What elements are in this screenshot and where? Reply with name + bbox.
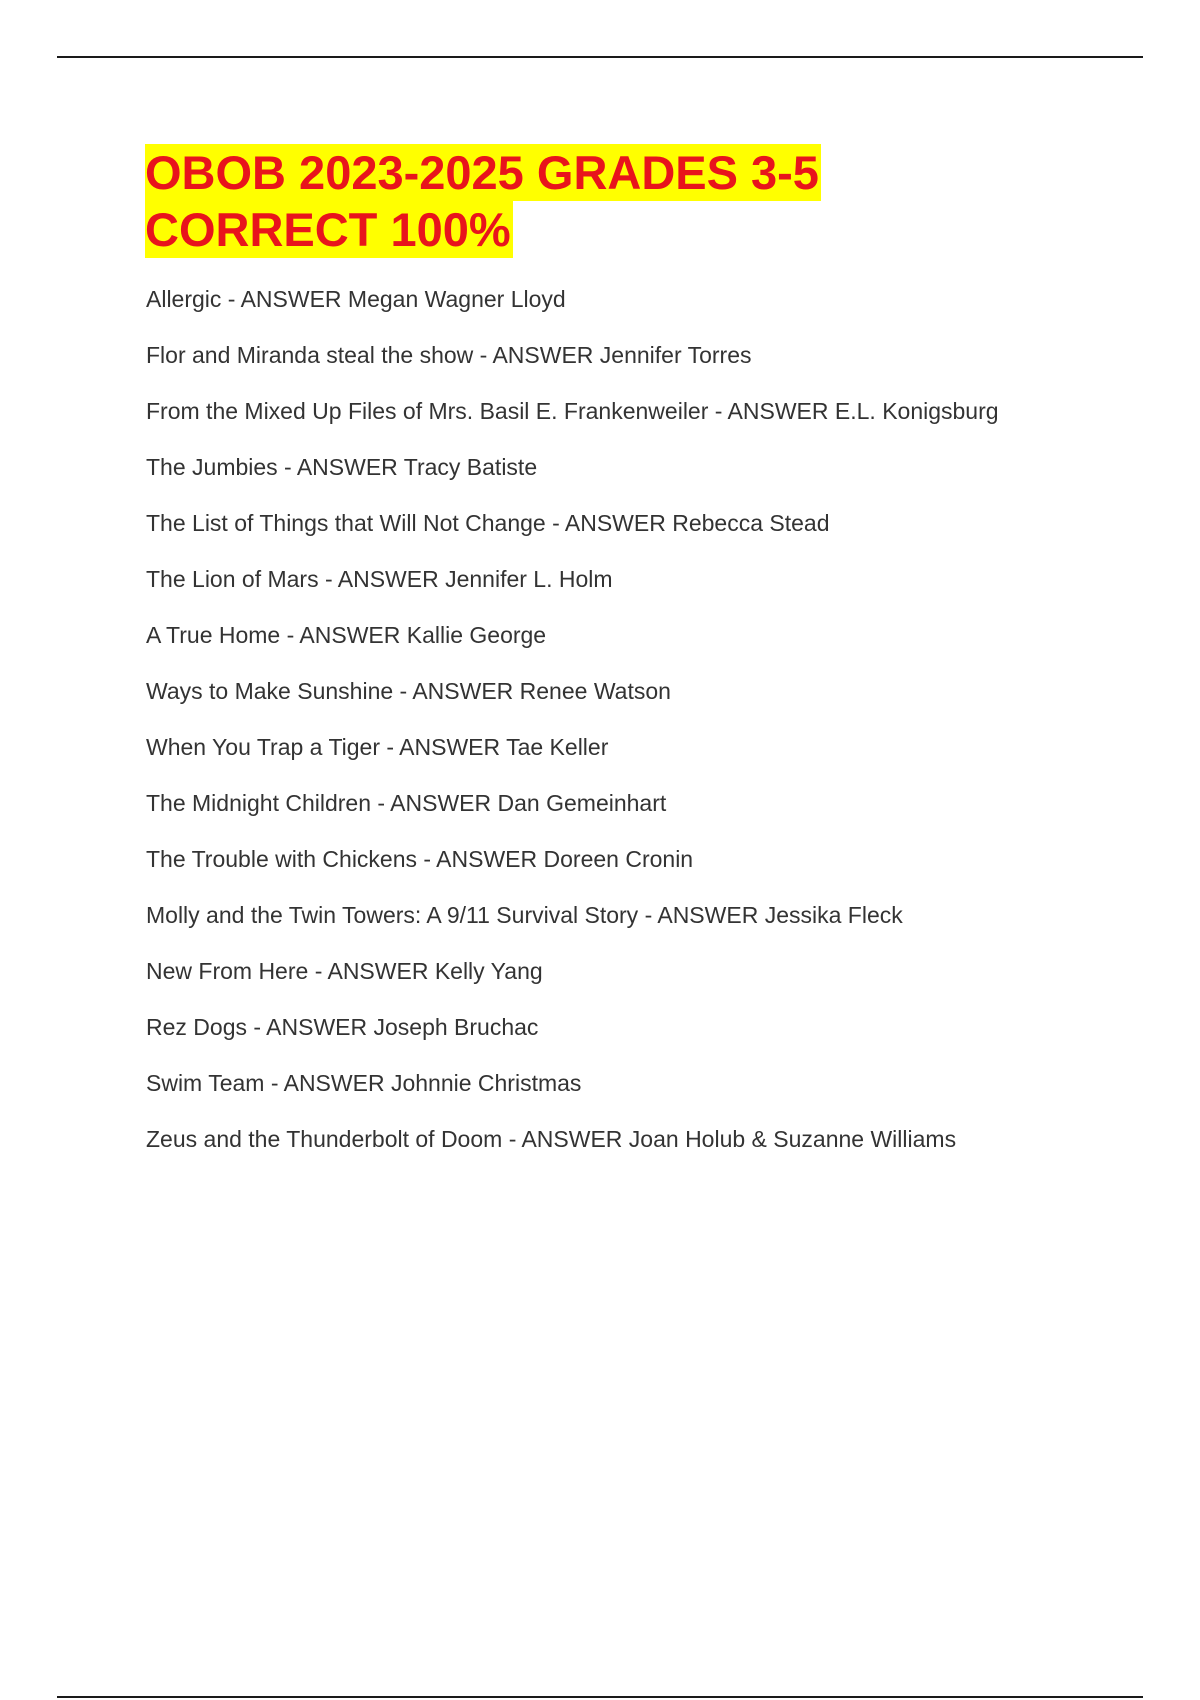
list-item: The Midnight Children - ANSWER Dan Gemeinhart bbox=[146, 790, 667, 816]
title-line-2: CORRECT 100% bbox=[145, 203, 511, 256]
top-rule bbox=[57, 56, 1143, 58]
document-title bbox=[145, 144, 821, 258]
list-item: Allergic - ANSWER Megan Wagner Lloyd bbox=[146, 286, 566, 312]
list-item: New From Here - ANSWER Kelly Yang bbox=[146, 958, 543, 984]
list-item: Swim Team - ANSWER Johnnie Christmas bbox=[146, 1070, 582, 1096]
title-line-1: OBOB 2023-2025 GRADES 3-5 bbox=[145, 146, 819, 199]
list-item: The Jumbies - ANSWER Tracy Batiste bbox=[146, 454, 538, 480]
answer-list bbox=[146, 281, 999, 1177]
list-item: Zeus and the Thunderbolt of Doom - ANSWER Joan Holub & Suzanne Williams bbox=[146, 1126, 957, 1152]
list-item: Ways to Make Sunshine - ANSWER Renee Watson bbox=[146, 678, 671, 704]
list-item: The Lion of Mars - ANSWER Jennifer L. Holm bbox=[146, 566, 613, 592]
list-item: The List of Things that Will Not Change - ANSWER Rebecca Stead bbox=[146, 510, 830, 536]
list-item: The Trouble with Chickens - ANSWER Doreen Cronin bbox=[146, 846, 694, 872]
list-item: Flor and Miranda steal the show - ANSWER Jennifer Torres bbox=[146, 342, 752, 368]
list-item: When You Trap a Tiger - ANSWER Tae Keller bbox=[146, 734, 609, 760]
list-item: Rez Dogs - ANSWER Joseph Bruchac bbox=[146, 1014, 539, 1040]
list-item: Molly and the Twin Towers: A 9/11 Survival Story - ANSWER Jessika Fleck bbox=[146, 902, 903, 928]
bottom-rule bbox=[57, 1696, 1143, 1698]
list-item: A True Home - ANSWER Kallie George bbox=[146, 622, 547, 648]
list-item: From the Mixed Up Files of Mrs. Basil E. Frankenweiler - ANSWER E.L. Konigsburg bbox=[146, 398, 999, 424]
